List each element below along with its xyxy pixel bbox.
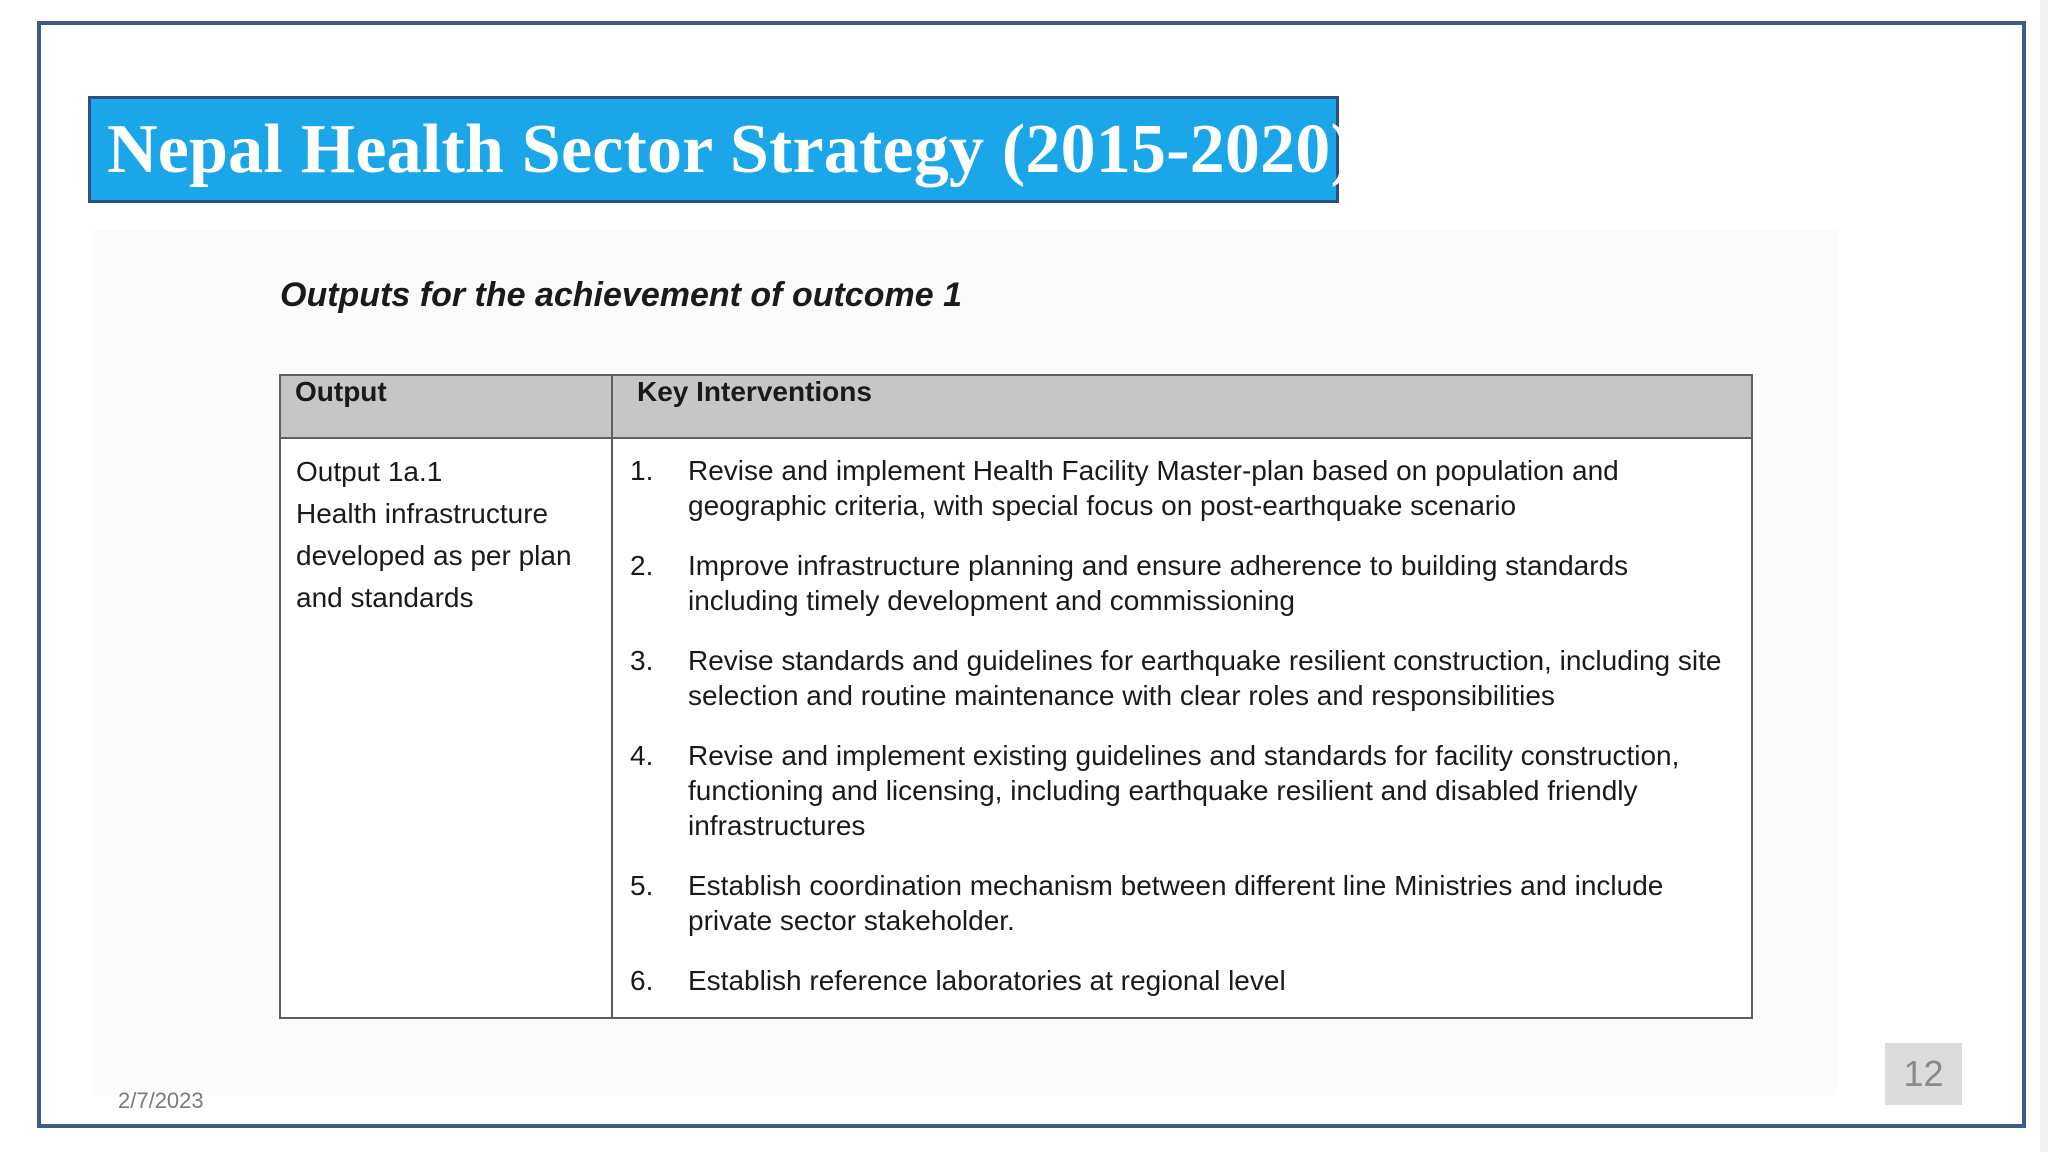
item-number: 1.: [630, 455, 654, 486]
item-text: Improve infrastructure planning and ensure adherence to building standards including timely development and commissioning: [688, 550, 1629, 616]
item-text: Revise and implement Health Facility Master-plan based on population and geographic criteria, with special focus on post-earthquake scenario: [688, 455, 1619, 521]
list-item: [630, 868, 1734, 938]
item-text: Establish reference laboratories at regional level: [688, 965, 1286, 996]
item-number: 2.: [630, 550, 654, 581]
output-desc-line: developed as per plan: [296, 540, 572, 571]
output-cell: [280, 438, 612, 1018]
item-text: Establish coordination mechanism between different line Ministries and include private sector stakeholder.: [688, 870, 1664, 936]
title-banner: [88, 96, 1355, 203]
interventions-list: [614, 440, 1750, 1008]
item-number: 6.: [630, 965, 654, 996]
list-item: [630, 548, 1734, 618]
list-item: [630, 453, 1734, 523]
header-output: Output: [280, 375, 612, 438]
list-item: [630, 738, 1734, 843]
item-number: 3.: [630, 645, 654, 676]
interventions-cell: [612, 438, 1752, 1018]
item-number: 5.: [630, 870, 654, 901]
table-caption: Outputs for the achievement of outcome 1: [280, 276, 962, 314]
list-item: [630, 963, 1734, 998]
scrollbar-track[interactable]: [2040, 0, 2048, 1152]
table-header-row: [280, 375, 1752, 438]
slide-title: Nepal Health Sector Strategy (2015-2020): [107, 110, 1355, 188]
item-text: Revise standards and guidelines for earthquake resilient construction, including site selection and routine maintenance with clear roles and responsibilities: [688, 645, 1722, 711]
item-number: 4.: [630, 740, 654, 771]
list-item: [630, 643, 1734, 713]
output-id: Output 1a.1: [296, 456, 443, 487]
item-text: Revise and implement existing guidelines and standards for facility construction, functioning and licensing, including earthquake resilient and disabled friendly infrastructures: [688, 740, 1680, 841]
outputs-table: [279, 374, 1753, 1019]
table-row: [280, 438, 1752, 1018]
slide-number: 12: [1885, 1043, 1962, 1105]
output-desc-line: and standards: [296, 582, 474, 613]
output-desc-line: Health infrastructure: [296, 498, 549, 529]
footer-date: 2/7/2023: [118, 1088, 204, 1113]
header-key-interventions: Key Interventions: [612, 375, 1752, 438]
